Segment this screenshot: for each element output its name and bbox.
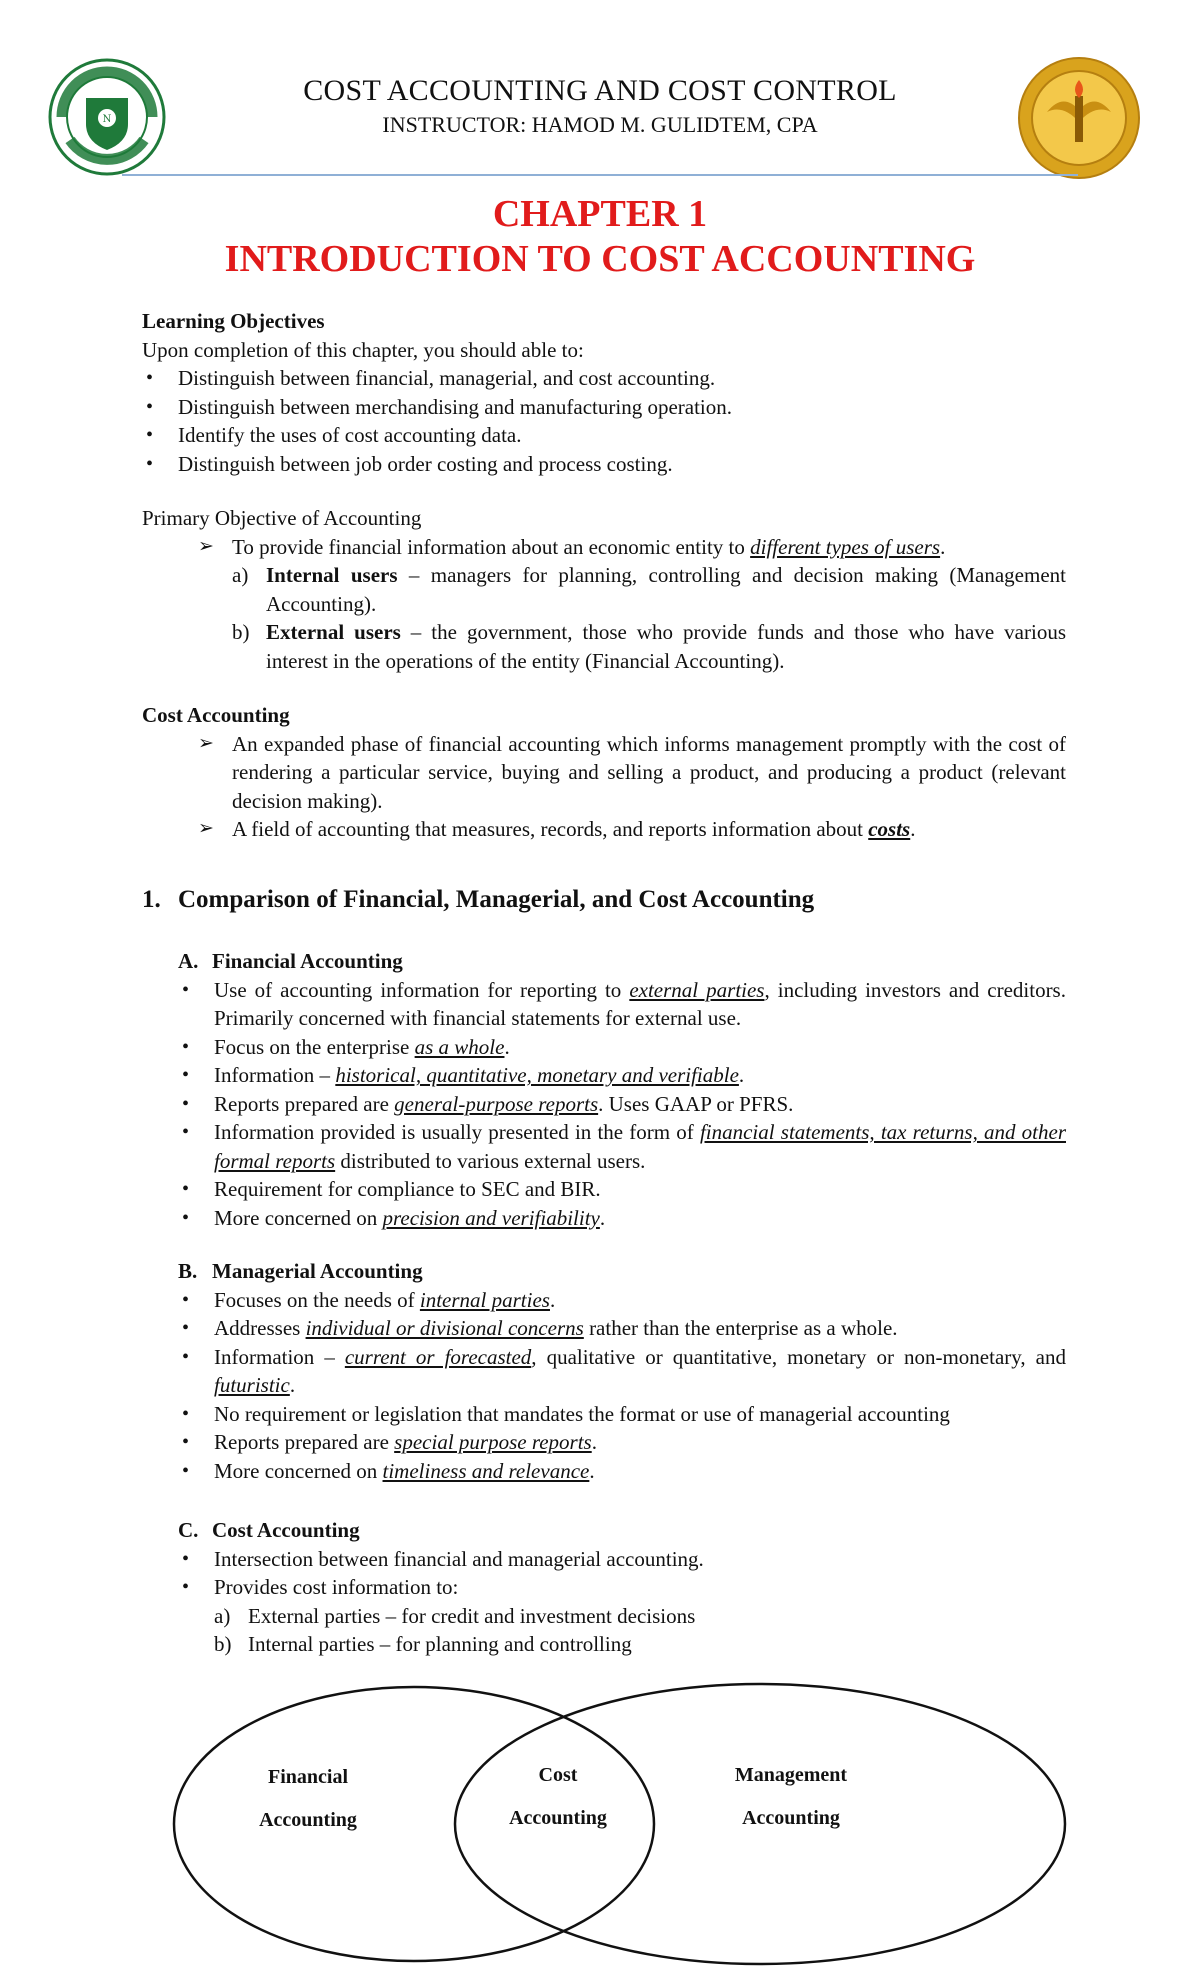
primary-list bbox=[142, 533, 1066, 562]
section-heading: 1. Comparison of Financial, Managerial, and Cost Accounting bbox=[142, 886, 815, 913]
list-item: ➢ A field of accounting that measures, records, and reports information about costs. bbox=[198, 815, 1066, 844]
venn-label-financial: Financial Accounting bbox=[259, 1766, 357, 1831]
managerial-accounting-block bbox=[142, 1257, 1066, 1485]
list-item: ➢ An expanded phase of financial accounting which informs management promptly with the cost of rendering a particular service, buying and selling a product, and producing a product (relevant decision making). bbox=[198, 730, 1066, 816]
list-item: • Use of accounting information for reporting to external parties, including investors and creditors. Primarily concerned with financial statements for external use. bbox=[178, 976, 1066, 1033]
svg-text:N: N bbox=[102, 114, 112, 125]
managerial-accounting-heading: B. Managerial Accounting bbox=[178, 1259, 423, 1283]
instructor-line: INSTRUCTOR: HAMOD M. GULIDTEM, CPA bbox=[382, 112, 818, 137]
section-comparison bbox=[142, 886, 1066, 915]
list-item: • No requirement or legislation that mandates the format or use of managerial accounting bbox=[178, 1400, 1066, 1429]
cost-accounting-heading: Cost Accounting bbox=[142, 703, 290, 727]
list-item: • Focus on the enterprise as a whole. bbox=[178, 1033, 1066, 1062]
list-item: ➢ To provide financial information about an economic entity to different types of users. bbox=[198, 533, 1066, 562]
list-item: • Reports prepared are special purpose reports. bbox=[178, 1428, 1066, 1457]
list-item: • Distinguish between job order costing and process costing. bbox=[142, 450, 1066, 479]
list-item: • Intersection between financial and managerial accounting. bbox=[178, 1545, 1066, 1574]
intro-section bbox=[142, 307, 1066, 844]
list-item: • More concerned on timeliness and relevance. bbox=[178, 1457, 1066, 1486]
list-item: • Information – historical, quantitative, monetary and verifiable. bbox=[178, 1061, 1066, 1090]
course-title: COST ACCOUNTING AND COST CONTROL bbox=[303, 74, 897, 107]
venn-label-cost: Cost Accounting bbox=[509, 1764, 607, 1829]
financial-accounting-heading: A. Financial Accounting bbox=[178, 949, 403, 973]
list-item: • Addresses individual or divisional concerns rather than the enterprise as a whole. bbox=[178, 1314, 1066, 1343]
objectives-intro: Upon completion of this chapter, you should able to: bbox=[142, 337, 584, 362]
venn-label-management: Management Accounting bbox=[734, 1764, 848, 1829]
list-item: • Information provided is usually presented in the form of financial statements, tax returns, and other formal reports distributed to various external users. bbox=[178, 1118, 1066, 1175]
list-item: • Focuses on the needs of internal parties. bbox=[178, 1286, 1066, 1315]
list-item: • Distinguish between merchandising and manufacturing operation. bbox=[142, 393, 1066, 422]
list-item: • More concerned on precision and verifiability. bbox=[178, 1204, 1066, 1233]
users-list bbox=[142, 561, 1066, 675]
list-item: • Provides cost information to: bbox=[178, 1573, 1066, 1602]
chapter-number: CHAPTER 1 bbox=[492, 193, 708, 235]
cost-accounting-list bbox=[142, 730, 1066, 844]
header-divider bbox=[122, 174, 1078, 176]
cost-accounting-block bbox=[142, 1516, 1066, 1659]
list-item: • Identify the uses of cost accounting data. bbox=[142, 421, 1066, 450]
cost-accounting-subheading: C. Cost Accounting bbox=[178, 1518, 360, 1542]
financial-accounting-block bbox=[142, 947, 1066, 1232]
list-item: a) External parties – for credit and investment decisions bbox=[214, 1603, 696, 1628]
list-item: b) External users – the government, those who provide funds and those who have various interest in the operations of the entity (Financial Accounting). bbox=[232, 620, 1066, 673]
objectives-heading: Learning Objectives bbox=[142, 309, 325, 333]
list-item: • Distinguish between financial, managerial, and cost accounting. bbox=[142, 364, 1066, 393]
list-item: b) Internal parties – for planning and controlling bbox=[214, 1632, 632, 1656]
list-item: a) Internal users – managers for planning, controlling and decision making (Management Accounting). bbox=[232, 563, 1066, 616]
chapter-title: INTRODUCTION TO COST ACCOUNTING bbox=[224, 238, 976, 280]
list-item: • Requirement for compliance to SEC and BIR. bbox=[178, 1175, 1066, 1204]
list-item: • Reports prepared are general-purpose reports. Uses GAAP or PFRS. bbox=[178, 1090, 1066, 1119]
objectives-list bbox=[142, 364, 1066, 478]
primary-objective-heading: Primary Objective of Accounting bbox=[142, 506, 422, 530]
list-item: • Information – current or forecasted, qualitative or quantitative, monetary or non-monetary, and futuristic. bbox=[178, 1343, 1066, 1400]
